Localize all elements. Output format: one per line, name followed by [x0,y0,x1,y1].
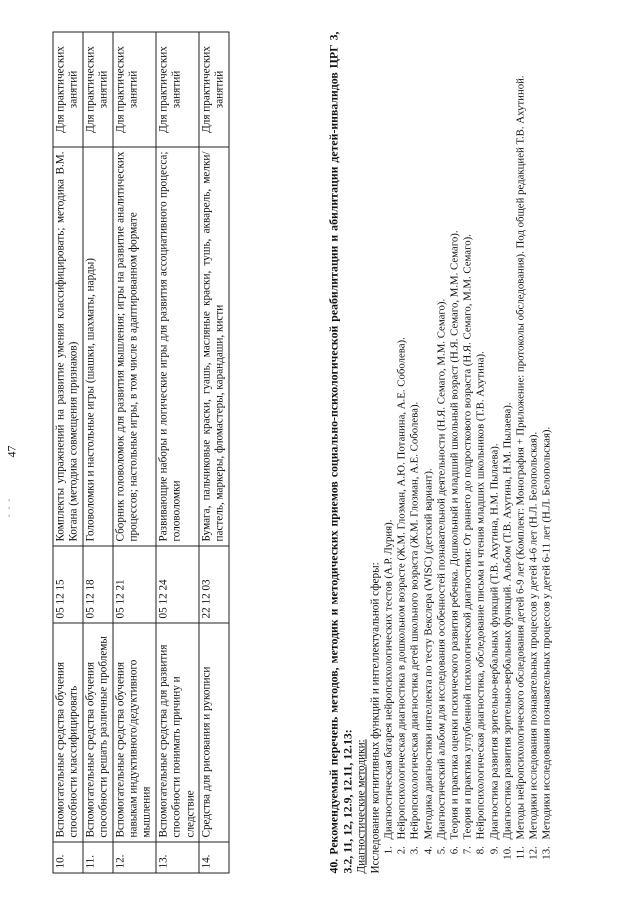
row-purpose: Для практических занятий [155,32,198,147]
table-row [82,32,112,873]
row-number: 13. [155,842,198,873]
list-item: 3. Нейропсихологическая диагностика детей школьного возраста (Ж.М. Глозман, А.Е. Соболева). [408,31,421,843]
list-item: 1. Диагностическая батарея нейропсихологических тестов (А.Р. Лурия). [382,31,395,843]
top-mark: - - - [3,497,14,517]
row-description: Сборник головоломок для развития мышления; игры на развитие аналитических процессов; настольные игры, в том числе в адаптированном формате [112,147,155,546]
section-title: 40. Рекомендуемый перечень методов, методик и методических приемов социально-психологической реабилитации и абилитации детей-инвалидов ЦРГ 3, 3.2, 11, 12, 12.9, 12.11, 12.13: [326,31,354,873]
equipment-table [52,31,229,873]
page-number: 47 [4,445,18,457]
list-item: 13. Методики исследования познавательных процессов у детей 6-11 лет (Н.Л. Белопольская). [540,31,553,843]
row-number: 12. [112,842,155,873]
row-name: Вспомогательные средства для развития способности понимать причину и следствие [155,623,198,842]
row-number: 14. [199,842,229,873]
row-purpose: Для практических занятий [53,32,83,147]
row-code: 05 12 18 [82,546,112,623]
row-name: Вспомогательные средства обучения навыкам индуктивного/дедуктивного мышления [112,623,155,842]
row-name: Средства для рисования и рукописи [199,623,229,842]
row-description: Бумага, пальчиковые краски, гуашь, масляные краски, тушь, акварель, мелки/пастель, маркеры, фломастеры, карандаши, кисти [199,147,229,546]
row-description: Комплекты упражнений на развитие умения классифицировать; методика В.М. Когана (методика совмещения признаков) [53,147,83,546]
section-subtitle: Диагностические методики: [355,738,367,873]
row-code: 22 12 03 [199,546,229,623]
table-row [155,32,198,873]
table-row [53,32,83,873]
row-description: Головоломки и настольные игры (шашки, шахматы, нарды) [82,147,112,546]
row-code: 05 12 15 [53,546,83,623]
row-code: 05 12 21 [112,546,155,623]
list-item: 9. Диагностика развития зрительно-вербальных функций (Т.В. Ахутина, Н.М. Пылаева). [488,31,501,843]
list-item: 8. Нейропсихологическая диагностика, обследование письма и чтения младших школьников (Т.В. Ахутина). [474,31,487,843]
row-number: 10. [53,842,83,873]
row-code: 05 12 24 [155,546,198,623]
row-name: Вспомогательные средства обучения способности классифицировать [53,623,83,842]
list-item: 2. Нейропсихологическая диагностика в дошкольном возрасте (Ж.М. Глозман, А.Ю. Потанина, А.Е. Соболева). [395,31,408,843]
methods-list [382,31,554,873]
methods-section [326,31,554,873]
list-item: 12. Методики исследования познавательных процессов у детей 4-6 лет (Н.Л. Белопольская). [527,31,540,843]
row-purpose: Для практических занятий [112,32,155,147]
table-row [112,32,155,873]
section-intro: Исследование когнитивных функций и интеллектуальной сферы: [369,561,381,873]
list-item: 4. Методика диагностики интеллекта по тесту Векслера (WISC) (детский вариант). [422,31,435,843]
row-purpose: Для практических занятий [199,32,229,147]
list-item: 7. Теория и практика углубленной психологической диагностики: От раннего до подросткового возраста (Н.Я. Семаго, М.М. Семаго). [461,31,474,843]
row-description: Развивающие наборы и логические игры для развития ассоциативного процесса; головоломки [155,147,198,546]
list-item: 10. Диагностика развития зрительно-вербальных функций. Альбом (Т.В. Ахутина, Н.М. Пылаева). [501,31,514,843]
row-purpose: Для практических занятий [82,32,112,147]
row-number: 11. [82,842,112,873]
list-item: 6. Теория и практика оценки психического развития ребенка. Дошкольный и младший школьный возраст (Н.Я. Семаго, М.М. Семаго). [448,31,461,843]
row-name: Вспомогательные средства обучения способности решать различные проблемы [82,623,112,842]
list-item: 5. Диагностический альбом для исследования особенностей познавательной деятельности (Н.Я. Семаго, М.М. Семаго). [435,31,448,843]
list-item: 11. Методы нейропсихологического обследования детей 6-9 лет (Комплект: Монография + Приложение: протоколы обследования). Под общей редакцией Т.В. Ахутиной. [514,31,527,843]
table-row [199,32,229,873]
